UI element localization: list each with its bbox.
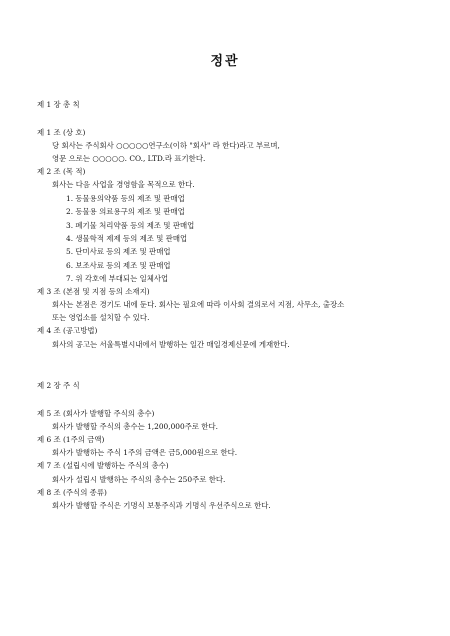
article-4-line-1: 회사의 공고는 서울특별시내에서 발행하는 일간 매일경제신문에 게재한다. [52, 340, 290, 349]
article-3-line-2: 또는 영업소를 설치할 수 있다. [52, 313, 150, 322]
article-2-item-4: 4. 생물학적 제제 등의 제조 및 판매업 [66, 234, 188, 243]
article-6-line-1: 회사가 발행하는 주식 1주의 금액은 금5,000원으로 한다. [52, 448, 238, 457]
article-2-heading: 제 2 조 (목 적) [37, 167, 86, 176]
article-8-heading: 제 8 조 (주식의 종류) [37, 488, 107, 497]
article-2-intro: 회사는 다음 사업을 경영함을 목적으로 한다. [52, 180, 195, 189]
article-2-item-2: 2. 동물용 의료용구의 제조 및 판매업 [66, 207, 185, 216]
article-1-line-1: 당 회사는 주식회사 ○○○○○연구소(이하 "회사" 라 한다)라고 부르며, [52, 141, 280, 150]
article-7-heading: 제 7 조 (설립시에 발행하는 주식의 총수) [37, 461, 169, 470]
article-4-heading: 제 4 조 (공고방법) [37, 326, 98, 335]
article-3-heading: 제 3 조 (본점 및 지점 등의 소재지) [37, 287, 150, 296]
article-6-heading: 제 6 조 (1주의 금액) [37, 435, 105, 444]
article-5-line-1: 회사가 발행할 주식의 총수는 1,200,000주로 한다. [52, 422, 218, 431]
article-3-line-1: 회사는 본점은 경기도 내에 둔다. 회사는 필요에 따라 이사회 결의로서 지점, 사무소, 출장소 [52, 300, 345, 309]
article-1-heading: 제 1 조 (상 호) [37, 128, 86, 137]
article-2-item-5: 5. 단미사료 등의 제조 및 판매업 [66, 247, 171, 256]
article-5-heading: 제 5 조 (회사가 발행할 주식의 총수) [37, 409, 155, 418]
document-title: 정관 [210, 54, 240, 69]
article-2-item-3: 3. 폐기물 처리약품 등의 제조 및 판매업 [66, 221, 195, 230]
chapter-1-heading: 제 1 장 총 칙 [37, 100, 80, 109]
article-8-line-1: 회사가 발행할 주식은 기명식 보통주식과 기명식 우선주식으로 한다. [52, 501, 271, 510]
article-1-line-2: 영문 으로는 ○○○○○. CO., LTD.라 표기한다. [52, 154, 206, 163]
chapter-2-heading: 제 2 장 주 식 [37, 381, 80, 390]
article-2-item-1: 1. 동물용의약품 등의 제조 및 판매업 [66, 194, 185, 203]
article-7-line-1: 회사가 설립시 발행하는 주식의 총수는 250주로 한다. [52, 475, 226, 484]
article-2-item-6: 6. 보조사료 등의 제조 및 판매업 [66, 261, 171, 270]
article-2-item-7: 7. 위 각호에 부대되는 일체사업 [66, 274, 169, 283]
